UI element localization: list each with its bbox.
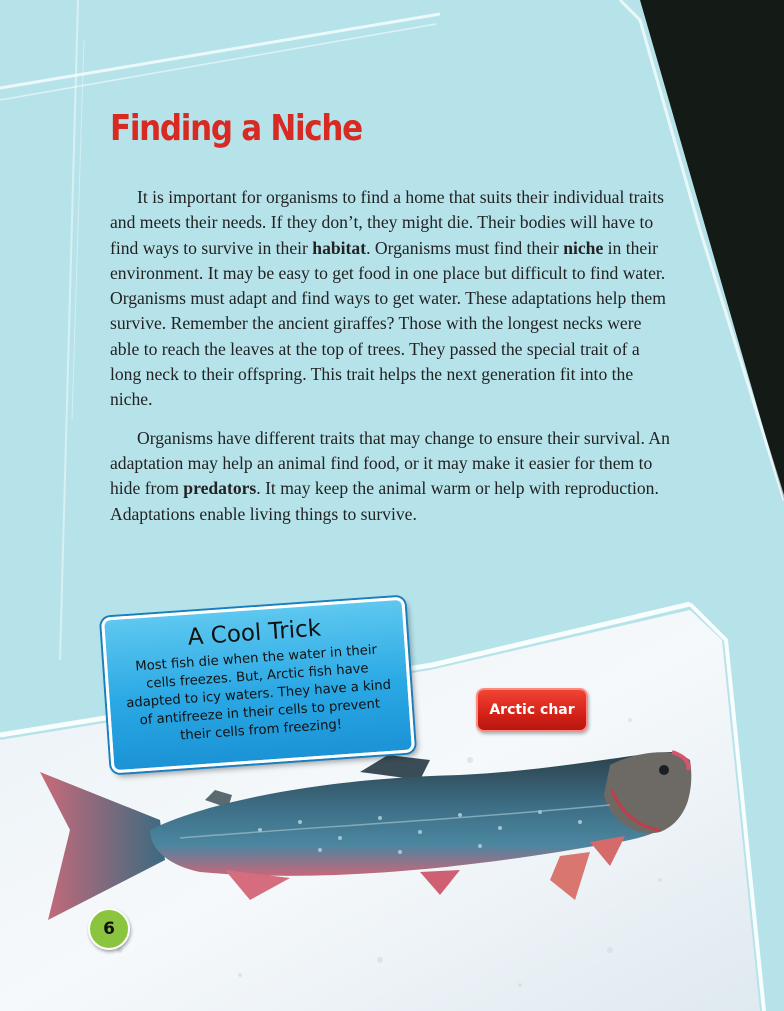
paragraph-2 [110, 426, 670, 527]
text-run: It is important for organisms to find a home that suits their individual traits and meets their needs. If they don’t, they might die. Their bodies will have to find ways to survive in their [110, 187, 664, 258]
body-text [110, 185, 670, 540]
cool-trick-callout [101, 597, 415, 774]
text-run: Organisms have different traits that may change to ensure their survival. An adaptation may help an animal find food, or it may make it easier for them to hide from [110, 427, 670, 499]
vocabulary-word: habitat [312, 237, 367, 258]
arctic-char-label: Arctic char [476, 688, 588, 732]
paragraph-1 [110, 185, 670, 413]
text-run: . It may keep the animal warm or help with reproduction. Adaptations enable living things to survive. [110, 478, 659, 524]
page-number-badge: 6 [88, 908, 130, 950]
callout-title: A Cool Trick [186, 615, 322, 651]
page-title: Finding a Niche [110, 108, 362, 149]
text-run: in their environment. It may be easy to get food in one place but difficult to find water. Organisms must adapt and find ways to get water. These adaptations help them survive. Remember the ancient giraffes? Those with the longest necks were able to reach the leaves at the top of trees. They passed the special trait of a long neck to their offspring. This trait helps the next generation fit into the niche. [110, 237, 666, 410]
vocabulary-word: predators [183, 478, 257, 499]
callout-text: Most fish die when the water in their cells freezes. But, Arctic fish have adapted to icy waters. They have a kind of antifreeze in their cells to prevent their cells from freezing! [125, 642, 392, 744]
text-run: . Organisms must find their [366, 237, 564, 258]
vocabulary-word: niche [563, 237, 604, 258]
